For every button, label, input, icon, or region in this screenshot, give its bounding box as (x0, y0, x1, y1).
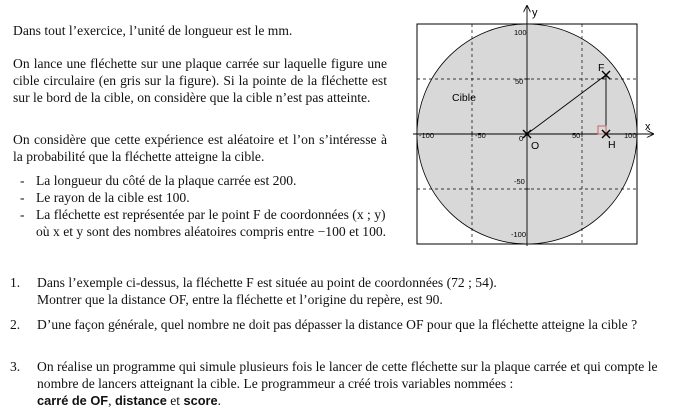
question-number: 2. (10, 317, 21, 332)
condition-item: - La fléchette est représentée par le point F de coordonnées (x ; y) où x et y sont des nombres aléatoires compris entre −100 et 100. (20, 207, 387, 239)
question-3-text: On réalise un programme qui simule plusieurs fois le lancer de cette fléchette sur la plaque carrée et qui compte le nombre de lancers atteignant la cible. Le programmeur a créé trois variables nommées : (37, 359, 658, 391)
condition-item: - La longueur du côté de la plaque carrée est 200. (20, 173, 297, 188)
x-tick-label: 50 (572, 131, 581, 140)
x-tick-label: -50 (475, 131, 486, 140)
x-tick-label: -100 (419, 131, 435, 140)
y-axis-label: y (532, 7, 538, 19)
intro-paragraph-1: On lance une fléchette sur une plaque carrée sur laquelle figure une cible circulaire (en gris sur la figure). Si la pointe de la fléchette est sur le bord de la cible, on considère que la cible n’est pas atteinte. (13, 56, 387, 105)
x-tick-label: 100 (624, 131, 637, 140)
variable-distance: distance (114, 393, 167, 408)
conditions-list (20, 172, 392, 240)
unit-statement: Dans tout l’exercice, l’unité de longueur est le mm. (13, 23, 293, 38)
variable-carre-de-OF: carré de OF (37, 393, 109, 408)
y-tick-label: -100 (511, 230, 527, 239)
point-H-label: H (608, 139, 616, 151)
question-number: 3. (10, 359, 21, 374)
question-number: 1. (10, 275, 21, 290)
x-axis-label: x (645, 121, 651, 133)
question-1-line-2: Montrer que la distance OF, entre la fléchette et l’origine du repère, est 90. (37, 292, 443, 307)
point-F-label: F (598, 62, 605, 74)
point-O-label: O (531, 140, 540, 152)
y-tick-label: 100 (514, 28, 527, 37)
condition-radius: Le rayon de la cible est 100. (36, 190, 190, 205)
question-1-line-1: Dans l’exemple ci-dessus, la fléchette F est située au point de coordonnées (72 ; 54). (37, 275, 497, 290)
x-tick-label: 0 (519, 134, 524, 143)
question-2-text: D’une façon générale, quel nombre ne doit pas dépasser la distance OF pour que la fléchette atteigne la cible ? (37, 317, 638, 332)
condition-item: - Le rayon de la cible est 100. (20, 190, 190, 205)
y-tick-label: 50 (515, 77, 524, 86)
y-tick-label: -50 (514, 177, 525, 186)
condition-point-F: La fléchette est représentée par le point F de coordonnées (x ; y) où x et y sont des nombres aléatoires compris entre −100 et 100. (36, 207, 387, 239)
variable-score: score (183, 393, 218, 408)
cible-label: Cible (452, 92, 476, 104)
intro-paragraph-2: On considère que cette expérience est aléatoire et l’on s’intéresse à la probabilité que la fléchette atteigne la cible. (13, 132, 387, 164)
target-figure (405, 4, 665, 248)
condition-side-length: La longueur du côté de la plaque carrée est 200. (36, 173, 297, 188)
